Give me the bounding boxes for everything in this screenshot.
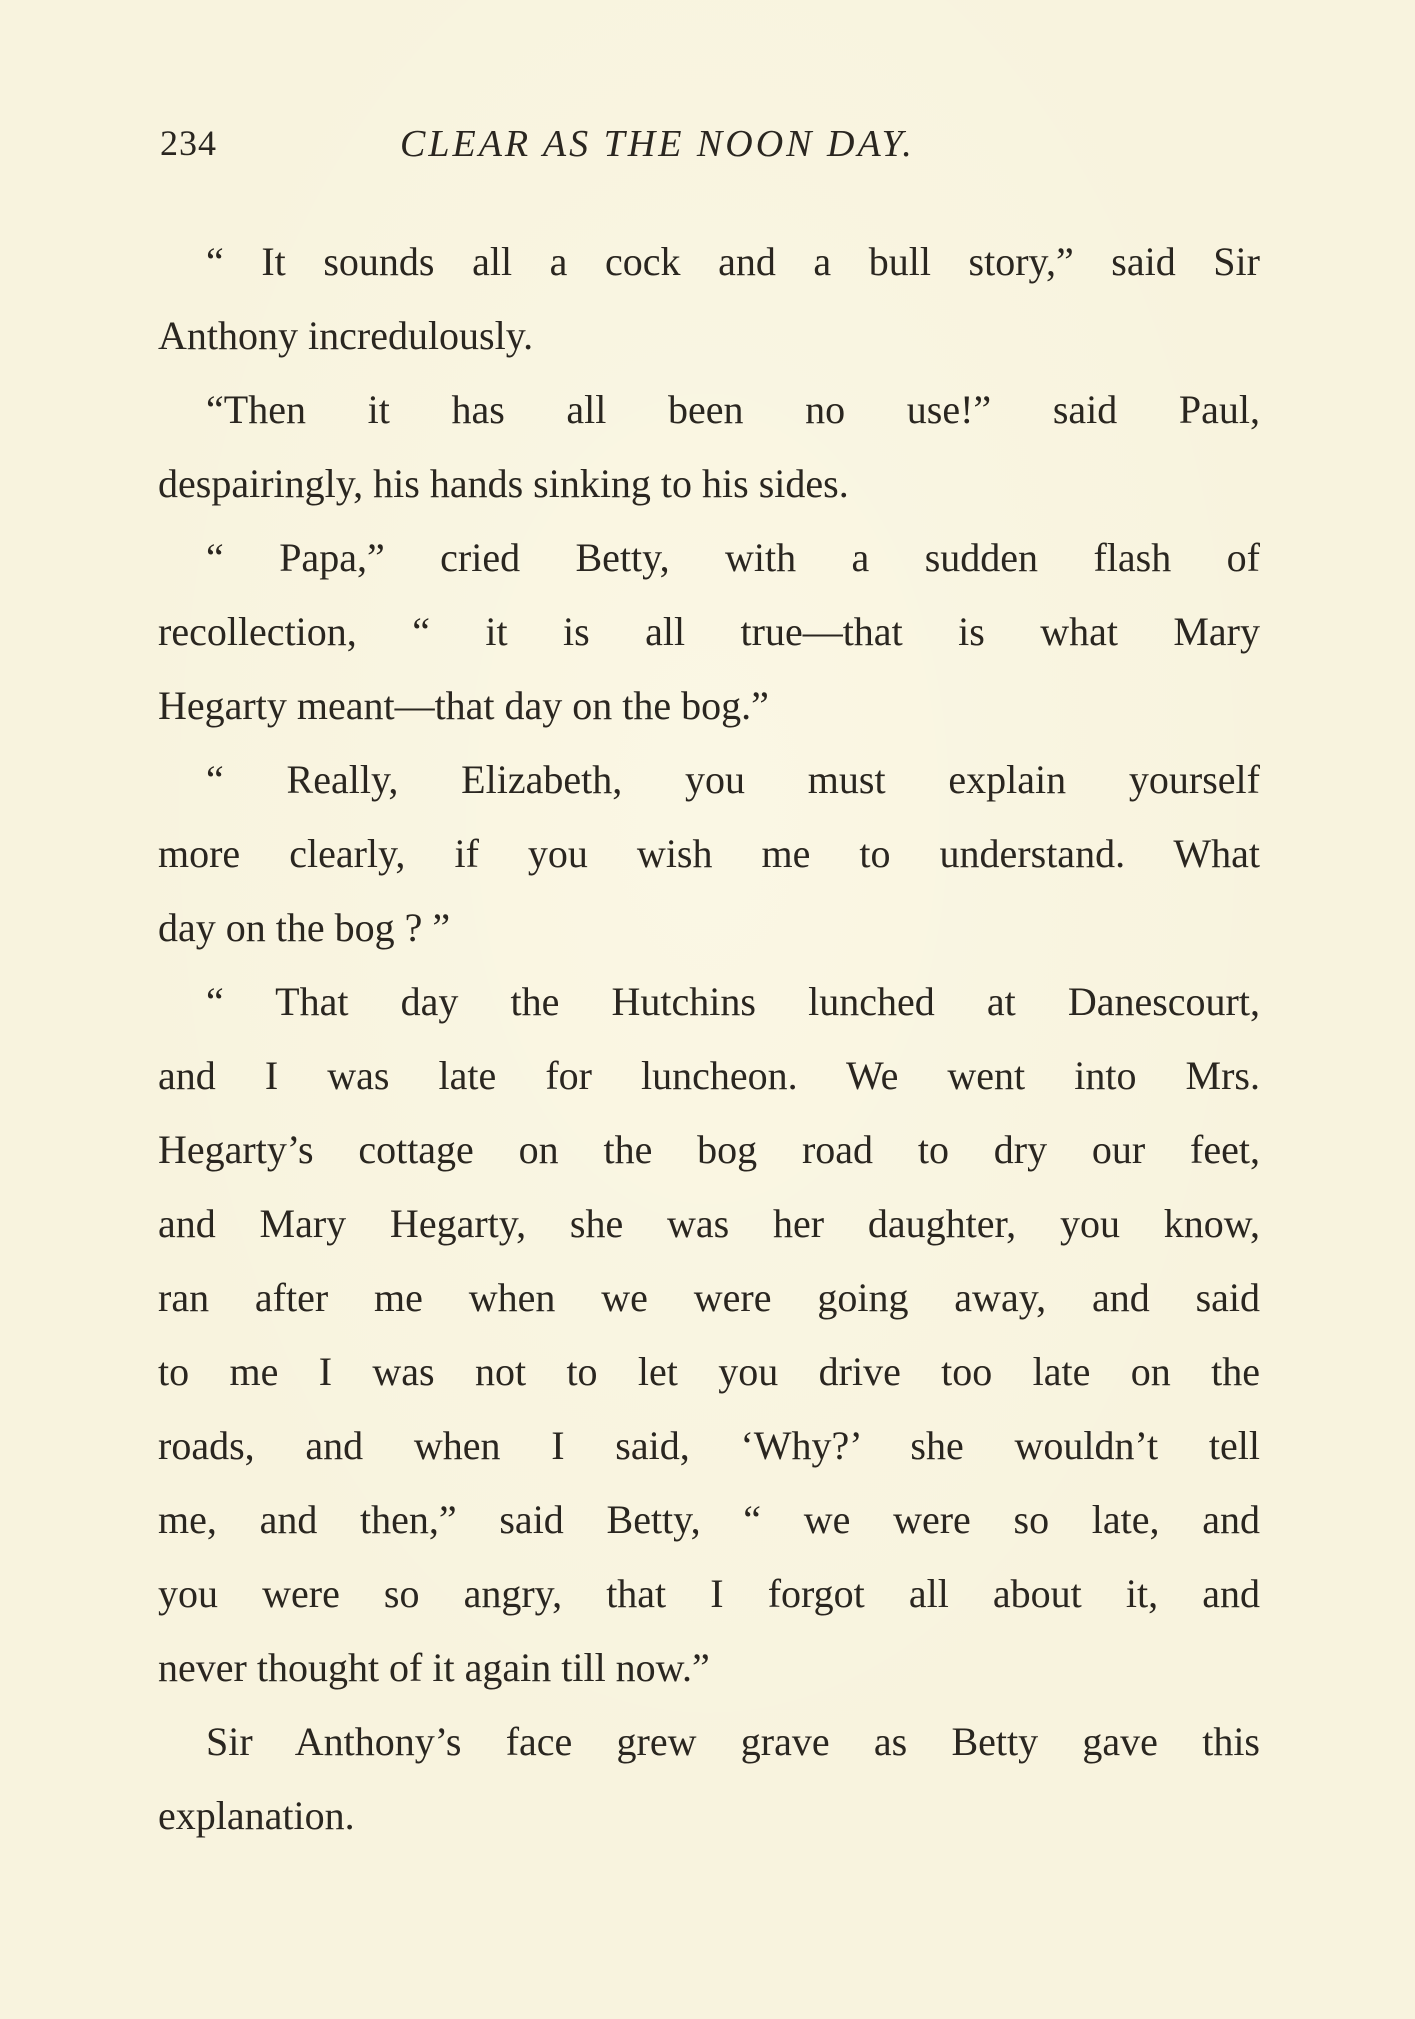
text-line: roads, and when I said, ‘Why?’ she wouldn’t tell <box>158 1423 1260 1468</box>
text-line: Anthony incredulously. <box>158 313 534 358</box>
text-line: to me I was not to let you drive too late on the <box>158 1349 1260 1394</box>
text-line: “ That day the Hutchins lunched at Danescourt, <box>206 979 1260 1024</box>
text-line: “ Papa,” cried Betty, with a sudden flash of <box>206 535 1260 580</box>
text-line: ran after me when we were going away, and said <box>158 1275 1260 1320</box>
text-line: Hegarty meant—that day on the bog.” <box>158 683 769 728</box>
text-line: Sir Anthony’s face grew grave as Betty gave this <box>206 1719 1260 1764</box>
text-line: “ It sounds all a cock and a bull story,” said Sir <box>206 239 1260 284</box>
text-line: never thought of it again till now.” <box>158 1645 710 1690</box>
page-number: 234 <box>160 123 217 163</box>
body-text <box>158 225 1260 1853</box>
text-line: me, and then,” said Betty, “ we were so late, and <box>158 1497 1260 1542</box>
text-line: more clearly, if you wish me to understand. What <box>158 831 1260 876</box>
text-line: “Then it has all been no use!” said Paul, <box>206 387 1260 432</box>
text-line: explanation. <box>158 1793 355 1838</box>
running-title: CLEAR AS THE NOON DAY. <box>400 123 915 165</box>
text-line: and I was late for luncheon. We went into Mrs. <box>158 1053 1260 1098</box>
text-line: “ Really, Elizabeth, you must explain yourself <box>206 757 1260 802</box>
text-line: recollection, “ it is all true—that is what Mary <box>158 609 1260 654</box>
text-line: you were so angry, that I forgot all about it, and <box>158 1571 1260 1616</box>
text-line: day on the bog ? ” <box>158 905 451 950</box>
text-line: and Mary Hegarty, she was her daughter, you know, <box>158 1201 1260 1246</box>
running-head <box>160 122 1260 172</box>
text-line: despairingly, his hands sinking to his sides. <box>158 461 849 506</box>
text-line: Hegarty’s cottage on the bog road to dry our feet, <box>158 1127 1260 1172</box>
